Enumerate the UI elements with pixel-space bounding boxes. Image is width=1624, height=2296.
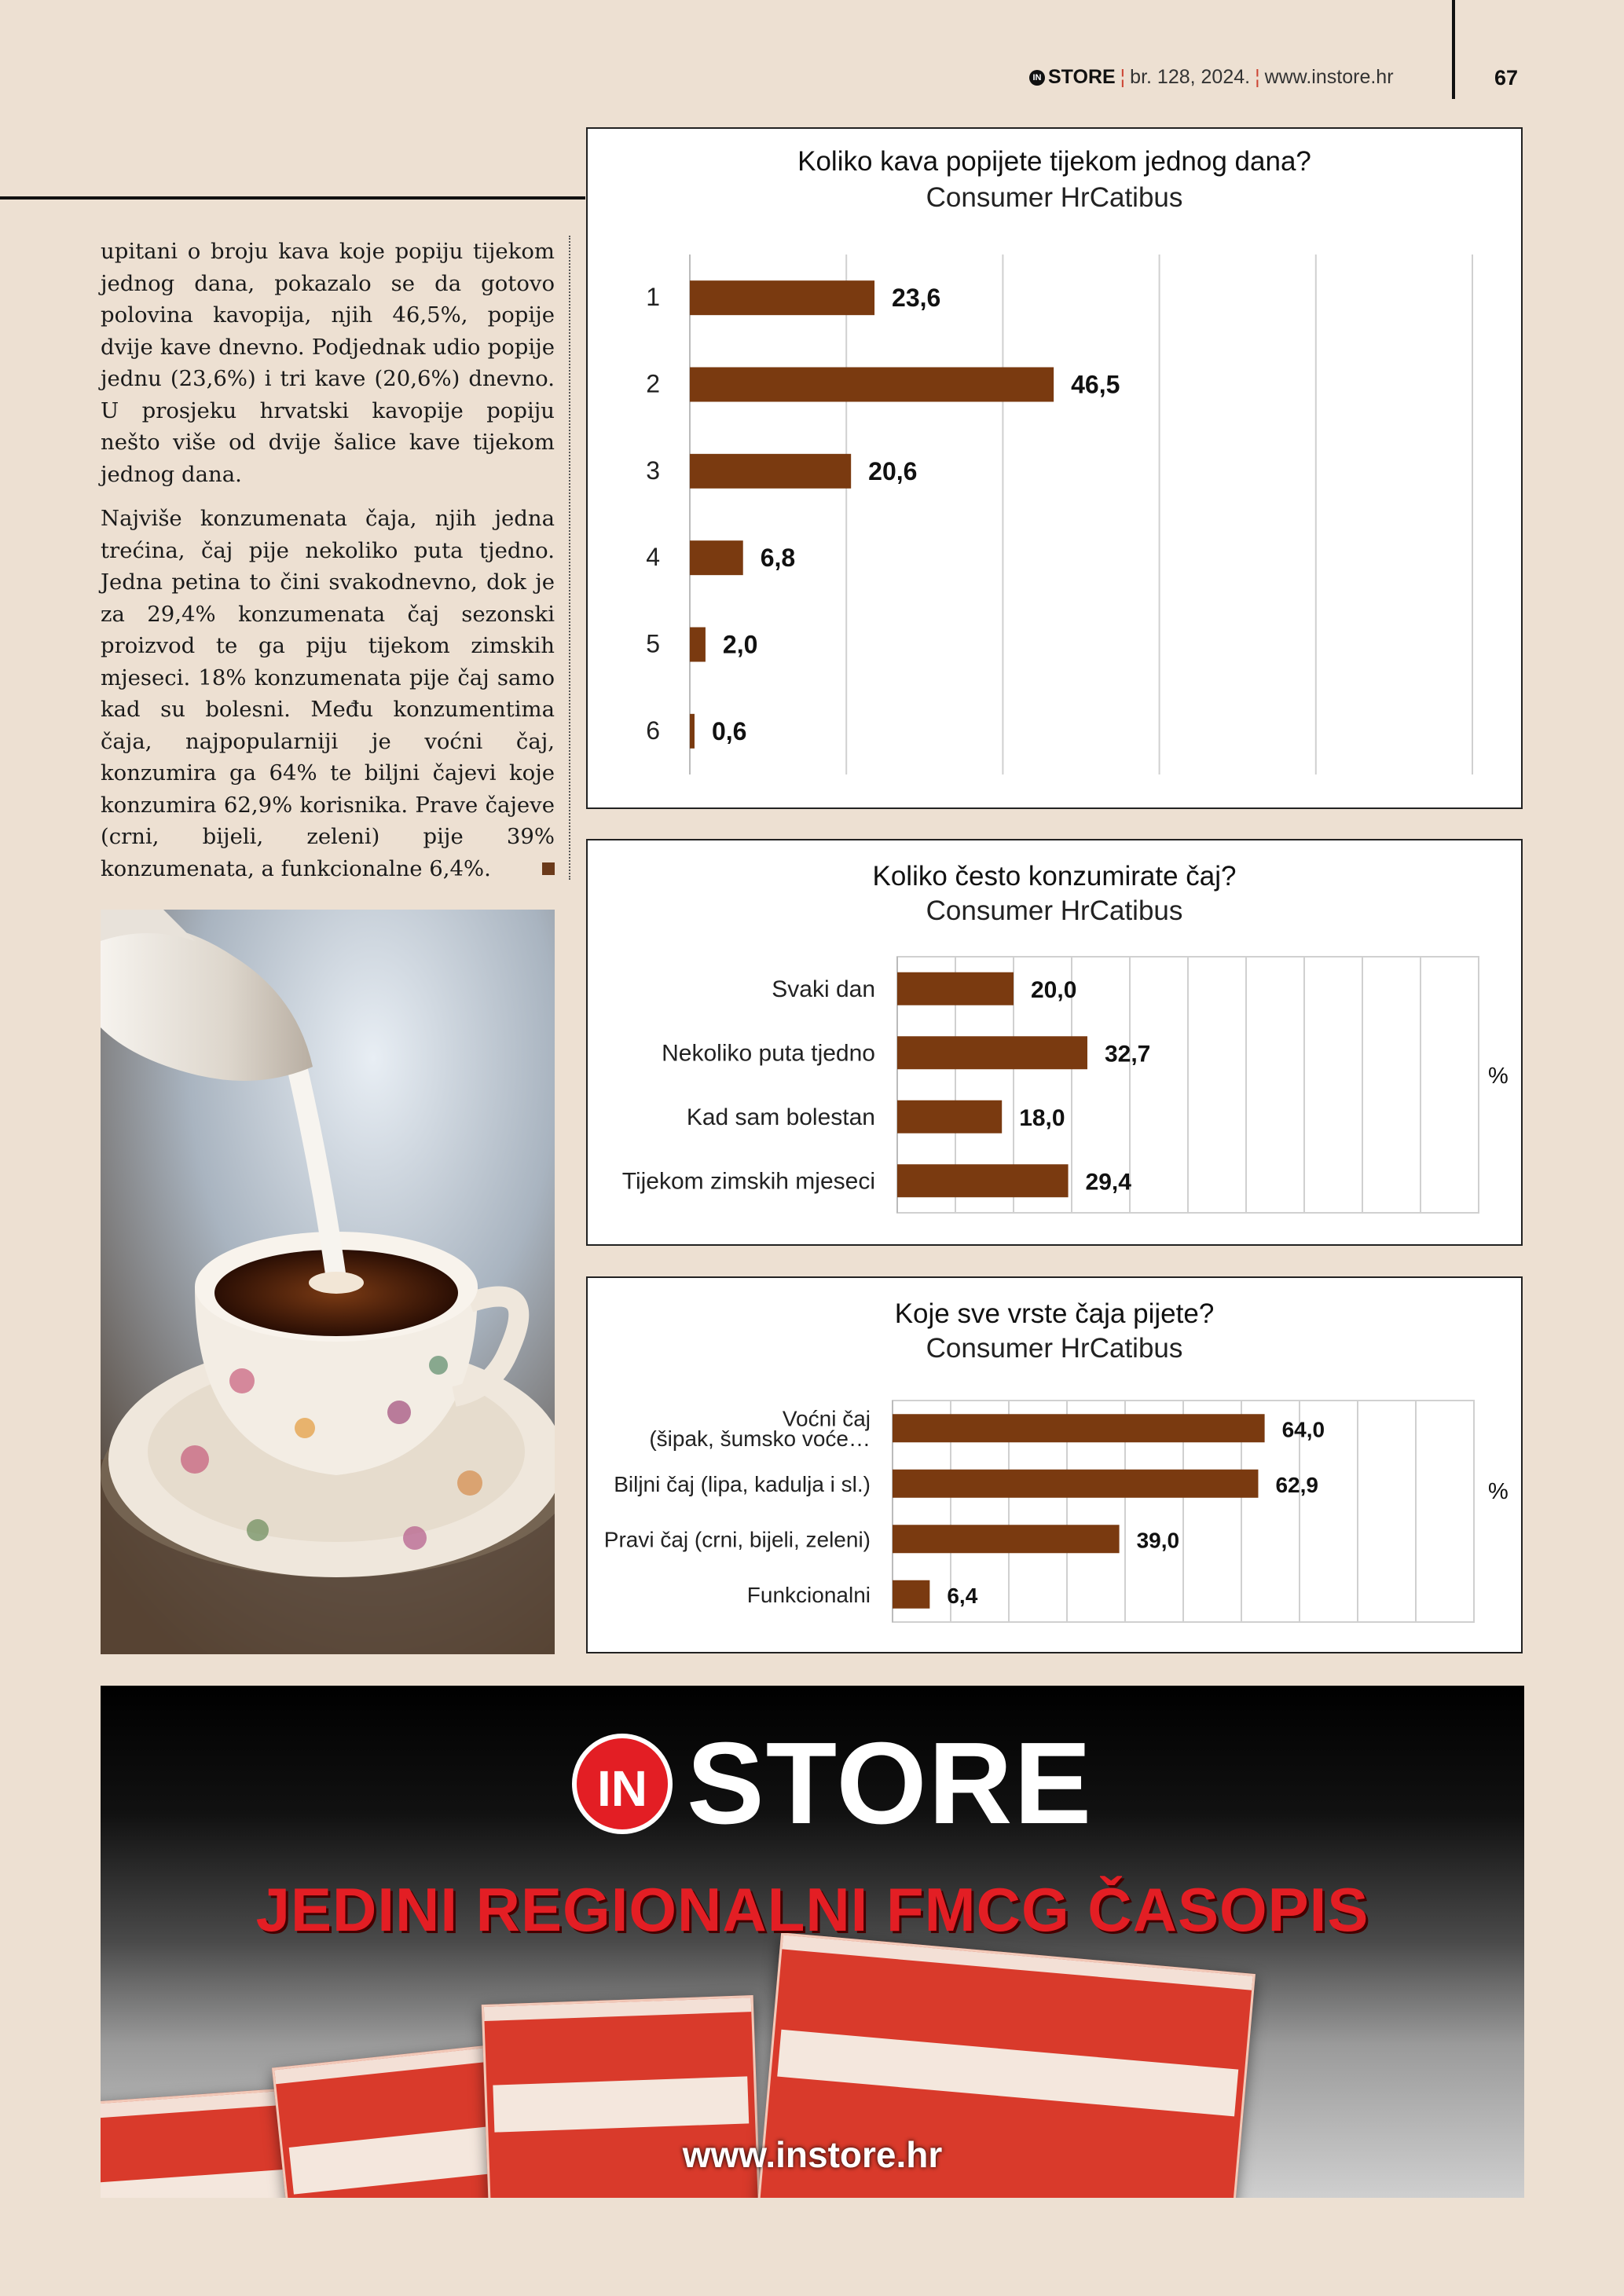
category-label: 6 xyxy=(646,716,660,745)
header-site-link[interactable]: www.instore.hr xyxy=(1264,66,1394,88)
ad-logo xyxy=(572,1719,1094,1848)
instore-logo-icon: IN xyxy=(1029,70,1045,86)
chart-title: Koliko često konzumirate čaj? xyxy=(872,861,1237,892)
category-label: 5 xyxy=(646,629,660,658)
chart-plot xyxy=(588,840,1521,1244)
data-label: 29,4 xyxy=(1085,1169,1131,1196)
bar xyxy=(690,454,851,489)
page-number: 67 xyxy=(1494,66,1519,90)
bar xyxy=(893,1414,1265,1442)
category-label: 4 xyxy=(646,543,660,572)
article-body xyxy=(101,236,555,897)
chart-plot xyxy=(588,1278,1521,1652)
data-label: 23,6 xyxy=(892,284,941,313)
bar xyxy=(690,540,743,575)
bar xyxy=(690,368,1054,402)
ad-url-link[interactable]: www.instore.hr xyxy=(682,2134,943,2175)
category-label: Pravi čaj (crni, bijeli, zeleni) xyxy=(603,1527,871,1552)
chart-title: Koje sve vrste čaja pijete? xyxy=(894,1298,1215,1329)
header-issue: br. 128, 2024. xyxy=(1130,66,1251,88)
running-header xyxy=(1029,66,1438,97)
header-brand: STORE xyxy=(1048,66,1116,88)
chart-plot xyxy=(588,129,1521,807)
data-label: 20,6 xyxy=(868,456,918,485)
bar xyxy=(897,972,1014,1005)
header-separator: ¦ xyxy=(1255,66,1260,88)
tea-photo xyxy=(101,910,555,1654)
category-label: Nekoliko puta tjedno xyxy=(662,1040,875,1067)
unit-label: % xyxy=(1488,1064,1509,1089)
column-separator xyxy=(569,236,570,880)
chart-title: Koliko kava popijete tijekom jednog dana? xyxy=(797,146,1311,177)
category-label: Svaki dan xyxy=(772,976,875,1002)
bar xyxy=(897,1100,1002,1133)
ad-slogan: JEDINI REGIONALNI FMCG ČASOPIS xyxy=(255,1875,1369,1944)
data-label: 46,5 xyxy=(1071,370,1120,399)
data-label: 62,9 xyxy=(1275,1472,1318,1497)
data-label: 0,6 xyxy=(711,716,747,745)
category-label: 3 xyxy=(646,456,660,485)
data-label: 6,8 xyxy=(760,544,796,573)
bar xyxy=(893,1525,1120,1553)
unit-label: % xyxy=(1488,1479,1509,1504)
data-label: 6,4 xyxy=(947,1583,978,1608)
tea-cup-illustration xyxy=(101,910,555,1654)
bar xyxy=(897,1036,1087,1069)
category-label: Funkcionalni xyxy=(746,1582,871,1607)
header-vertical-rule xyxy=(1452,0,1455,99)
end-mark-icon xyxy=(542,862,555,875)
chart-subtitle: Consumer HrCatibus xyxy=(926,182,1183,213)
category-label: 1 xyxy=(646,283,660,312)
category-label: 2 xyxy=(646,369,660,398)
bar xyxy=(690,628,706,662)
chart-subtitle: Consumer HrCatibus xyxy=(926,895,1183,926)
instore-advertisement[interactable] xyxy=(101,1686,1524,2198)
category-label: Kad sam bolestan xyxy=(686,1104,875,1130)
data-label: 2,0 xyxy=(722,630,758,659)
bar xyxy=(893,1470,1258,1498)
chart-tea-types xyxy=(586,1276,1523,1653)
chart-coffee-per-day xyxy=(586,127,1523,809)
category-label: Biljni čaj (lipa, kadulja i sl.) xyxy=(614,1471,871,1496)
data-label: 18,0 xyxy=(1019,1104,1065,1131)
category-label: Tijekom zimskih mjeseci xyxy=(621,1168,875,1195)
header-separator: ¦ xyxy=(1120,66,1126,88)
data-label: 32,7 xyxy=(1104,1041,1151,1067)
chart-tea-frequency xyxy=(586,839,1523,1246)
article-paragraph: upitani o broju kava koje popiju tijekom jednog dana, pokazalo se da gotovo polovina kavopija, njih 46,5%, popije dvije kave dnevno. Podjednak udio popije jednu (23,6%) i tri kave (20,6%) dnevno. U prosjeku hrvatski kavopije popiju nešto više od dvije šalice kave tijekom jednog dana. xyxy=(101,239,555,487)
category-label: Voćni čaj xyxy=(782,1406,871,1431)
category-label: (šipak, šumsko voće… xyxy=(649,1426,871,1451)
data-label: 64,0 xyxy=(1281,1417,1325,1442)
bar xyxy=(893,1580,929,1609)
bar xyxy=(897,1164,1069,1197)
ad-brand: STORE xyxy=(687,1719,1094,1848)
instore-logo-icon: IN xyxy=(572,1734,673,1834)
article-paragraph: Najviše konzumenata čaja, njih jedna trećina, čaj pije nekoliko puta tjedno. Jedna petina to čini svakodnevno, dok je za 29,4% konzumenata čaj sezonski proizvod te ga piju tijekom zimskih mjeseci. 18% konzumenata pije čaj samo kad su bolesni. Među konzumentima čaja, najpopularniji je voćni čaj, konzumira ga 64% te biljni čajevi koje konzumira 62,9% korisnika. Prave čajeve (crni, bijeli, zeleni) pije 39% konzumenata, a funkcionalne 6,4%. xyxy=(101,506,555,881)
data-label: 39,0 xyxy=(1136,1528,1180,1553)
section-rule xyxy=(0,196,585,200)
data-label: 20,0 xyxy=(1031,976,1077,1003)
chart-subtitle: Consumer HrCatibus xyxy=(926,1333,1183,1364)
bar xyxy=(690,714,695,749)
bar xyxy=(690,280,874,315)
